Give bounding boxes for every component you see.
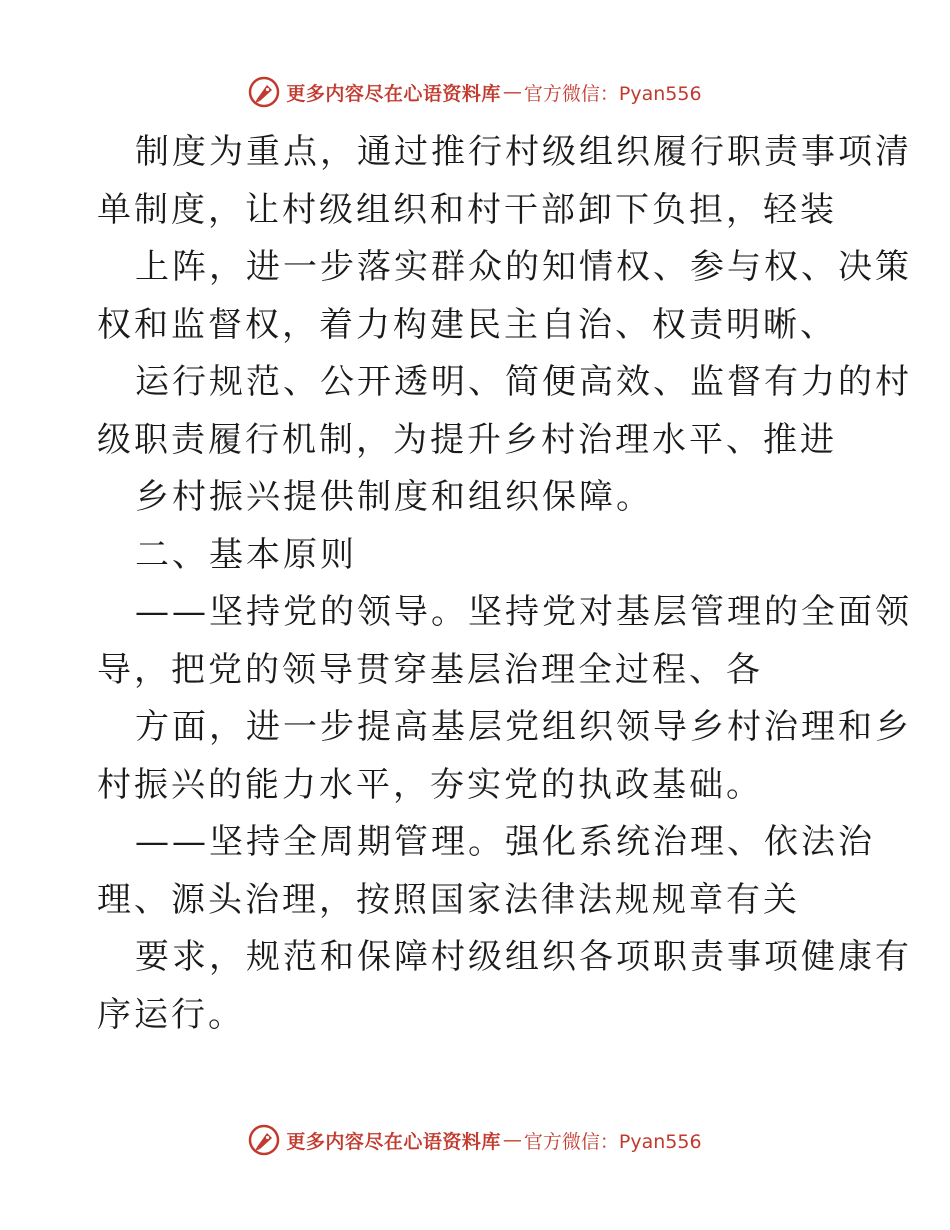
body-line: 运行规范、公开透明、简便高效、监督有力的村 — [135, 362, 912, 402]
body-line: 乡村振兴提供制度和组织保障。 — [135, 477, 653, 517]
watermark-brand-text: 更多内容尽在心语资料库 — [286, 1130, 501, 1153]
body-line: 方面，进一步提高基层党组织领导乡村治理和乡 — [135, 707, 912, 747]
body-line: 级职责履行机制，为提升乡村治理水平、推进 — [97, 419, 837, 460]
body-line: 村振兴的能力水平，夯实党的执政基础。 — [97, 764, 763, 805]
body-line: 要求，规范和保障村级组织各项职责事项健康有 — [135, 937, 912, 977]
pen-nib-logo-icon — [248, 1124, 280, 1156]
body-line: 导，把党的领导贯穿基层治理全过程、各 — [97, 649, 763, 690]
body-line: 序运行。 — [97, 994, 245, 1035]
pen-nib-logo-icon — [248, 76, 280, 108]
watermark-brand-text: 更多内容尽在心语资料库 — [286, 82, 501, 105]
body-line: ——坚持全周期管理。强化系统治理、依法治 — [135, 822, 875, 862]
watermark-dash: — — [502, 81, 522, 103]
section-heading: 二、基本原则 — [135, 534, 357, 575]
body-line: 单制度，让村级组织和村干部卸下负担，轻装 — [97, 189, 837, 230]
body-line: 权和监督权，着力构建民主自治、权责明晰、 — [97, 304, 837, 345]
watermark-dash: — — [502, 1129, 522, 1151]
body-line: 理、源头治理，按照国家法律法规规章有关 — [97, 879, 800, 920]
body-line: 制度为重点，通过推行村级组织履行职责事项清 — [135, 132, 912, 172]
body-line: ——坚持党的领导。坚持党对基层管理的全面领 — [135, 592, 912, 632]
document-body — [97, 124, 912, 1044]
header-watermark — [0, 72, 950, 112]
footer-watermark — [0, 1120, 950, 1160]
watermark-contact-text: 官方微信：Pyan556 — [523, 1130, 702, 1153]
watermark-contact-text: 官方微信：Pyan556 — [523, 82, 702, 105]
body-line: 上阵，进一步落实群众的知情权、参与权、决策 — [135, 247, 912, 287]
